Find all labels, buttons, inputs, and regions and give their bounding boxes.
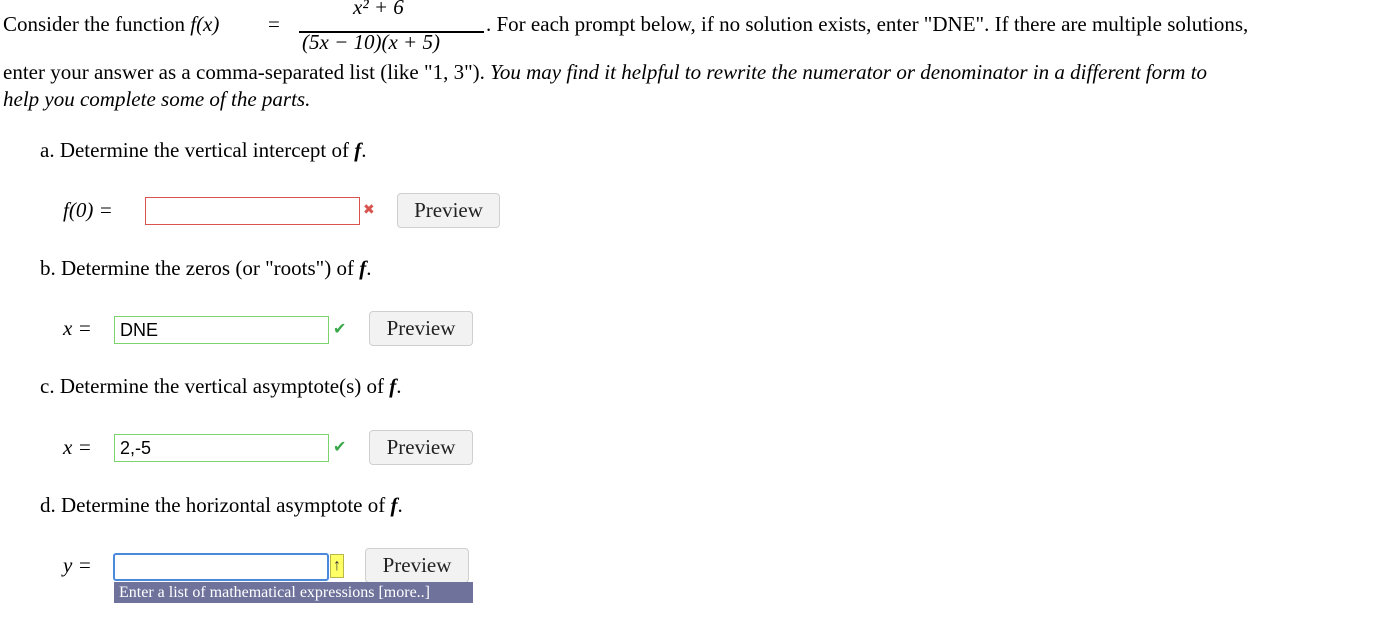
hint-line3: help you complete some of the parts. bbox=[3, 87, 311, 111]
part-d-answer-input[interactable] bbox=[113, 553, 329, 581]
part-d-lhs: y = bbox=[63, 553, 92, 577]
part-b-answer-input[interactable] bbox=[114, 316, 329, 344]
correct-icon: ✔ bbox=[333, 439, 347, 456]
incorrect-icon: ✖ bbox=[363, 203, 375, 218]
part-a-preview-button[interactable]: Preview bbox=[397, 193, 500, 228]
input-help-tooltip[interactable]: Enter a list of mathematical expressions [more..] bbox=[114, 582, 473, 603]
part-d-preview-button[interactable]: Preview bbox=[365, 548, 469, 583]
part-c-preview-button[interactable]: Preview bbox=[369, 430, 473, 465]
intro-lead: Consider the function f(x) bbox=[3, 12, 220, 36]
part-a-lhs: f(0) = bbox=[63, 198, 113, 222]
part-b-prompt: b. Determine the zeros (or "roots") of f. bbox=[40, 256, 372, 280]
part-a-prompt: a. Determine the vertical intercept of f. bbox=[40, 138, 367, 162]
fraction-numerator: x² + 6 bbox=[353, 0, 404, 19]
intro-after: . For each prompt below, if no solution exists, enter "DNE". If there are multiple solutions, bbox=[486, 12, 1249, 36]
part-b-preview-button[interactable]: Preview bbox=[369, 311, 473, 346]
part-a-answer-input[interactable] bbox=[145, 197, 360, 225]
hint-text: You may find it helpful to rewrite the numerator or denominator in a different form to bbox=[490, 60, 1208, 84]
function-name: f bbox=[190, 12, 197, 36]
pending-arrow-icon: ↑ bbox=[330, 554, 344, 578]
correct-icon: ✔ bbox=[333, 321, 347, 338]
part-c-lhs: x = bbox=[63, 435, 92, 459]
part-b-lhs: x = bbox=[63, 316, 92, 340]
equals-sign: = bbox=[268, 12, 280, 36]
intro-line2: enter your answer as a comma-separated list (like "1, 3"). You may find it helpful to rewrite the numerator or denominator in a different form to bbox=[3, 60, 1208, 84]
fraction-denominator: (5x − 10)(x + 5) bbox=[302, 30, 440, 54]
function-arg: (x) bbox=[196, 12, 220, 36]
part-c-answer-input[interactable] bbox=[114, 434, 329, 462]
part-d-prompt: d. Determine the horizontal asymptote of f. bbox=[40, 493, 403, 517]
part-c-prompt: c. Determine the vertical asymptote(s) of f. bbox=[40, 374, 402, 398]
function-fraction bbox=[299, 0, 484, 60]
